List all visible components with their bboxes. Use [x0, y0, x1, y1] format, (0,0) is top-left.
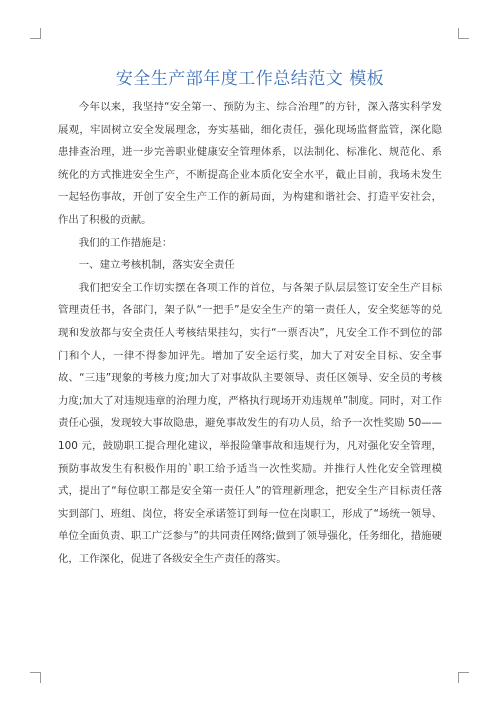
paragraph-intro: 今年以来，我坚持“安全第一、预防为主、综合治理”的方针，深入落实科学发展观，牢固树立安全发展理念，夯实基础，细化责任，强化现场监督监管，深化隐患排查治理，进一步完善职业健康安全管理体系，以法制化、标准化、规范化、系统化的方式推进安全生产，不断提高企业本质化安全水平，截止目前，我场未发生一起轻伤事故，开创了安全生产工作的新局面，为构建和谐社会、打造平安社会，作出了积极的贡献。 [58, 101, 442, 226]
paragraph-section-1-body: 我们把安全工作切实摆在各项工作的首位，与各架子队层层签订安全生产目标管理责任书，各部门，架子队“一把手”是安全生产的第一责任人，安全奖惩等的兑现和发放都与安全责任人考核结果挂勾，实行“一票否决”，凡安全工作不到位的部门和个人，一律不得参加评先。增加了安全运行奖，加大了对安全目标、安全事故、“三违”现象的考核力度;加大了对事故队主要领导、责任区领导、安全员的考核力度;加大了对违规违章的治理力度，严格执行现场开劝违规单”制度。同时，对工作责任心强，发现较大事故隐患，避免事故发生的有功人员，给予一次性奖励 50——100 元，鼓励职工提合理化建议，举报险肇事故和违规行为，凡对强化安全管理，预防事故发生有积极作用的`职工给予适当一次性奖励。并推行人性化安全管理模式，提出了“每位职工都是安全第一责任人”的管理新理念，把安全生产目标责任落实到部门、班组、岗位，将安全承诺签订到每一位在岗职工，形成了“场统一领导、单位全面负责、职工广泛参与”的共同责任网络;做到了领导强化，任务细化，措施硬化，工作深化，促进了各级安全生产责任的落实。 [58, 281, 442, 565]
crop-mark-bottom-left [30, 672, 41, 683]
paragraph-measures-lead: 我们的工作措施是： [78, 236, 173, 249]
crop-mark-top-right [458, 28, 469, 39]
crop-mark-top-left [30, 28, 41, 39]
crop-mark-bottom-right [458, 672, 469, 683]
section-heading-1: 一、建立考核机制，落实安全责任 [78, 259, 235, 272]
document-title: 安全生产部年度工作总结范文 模板 [115, 69, 385, 89]
document-body [58, 96, 442, 570]
